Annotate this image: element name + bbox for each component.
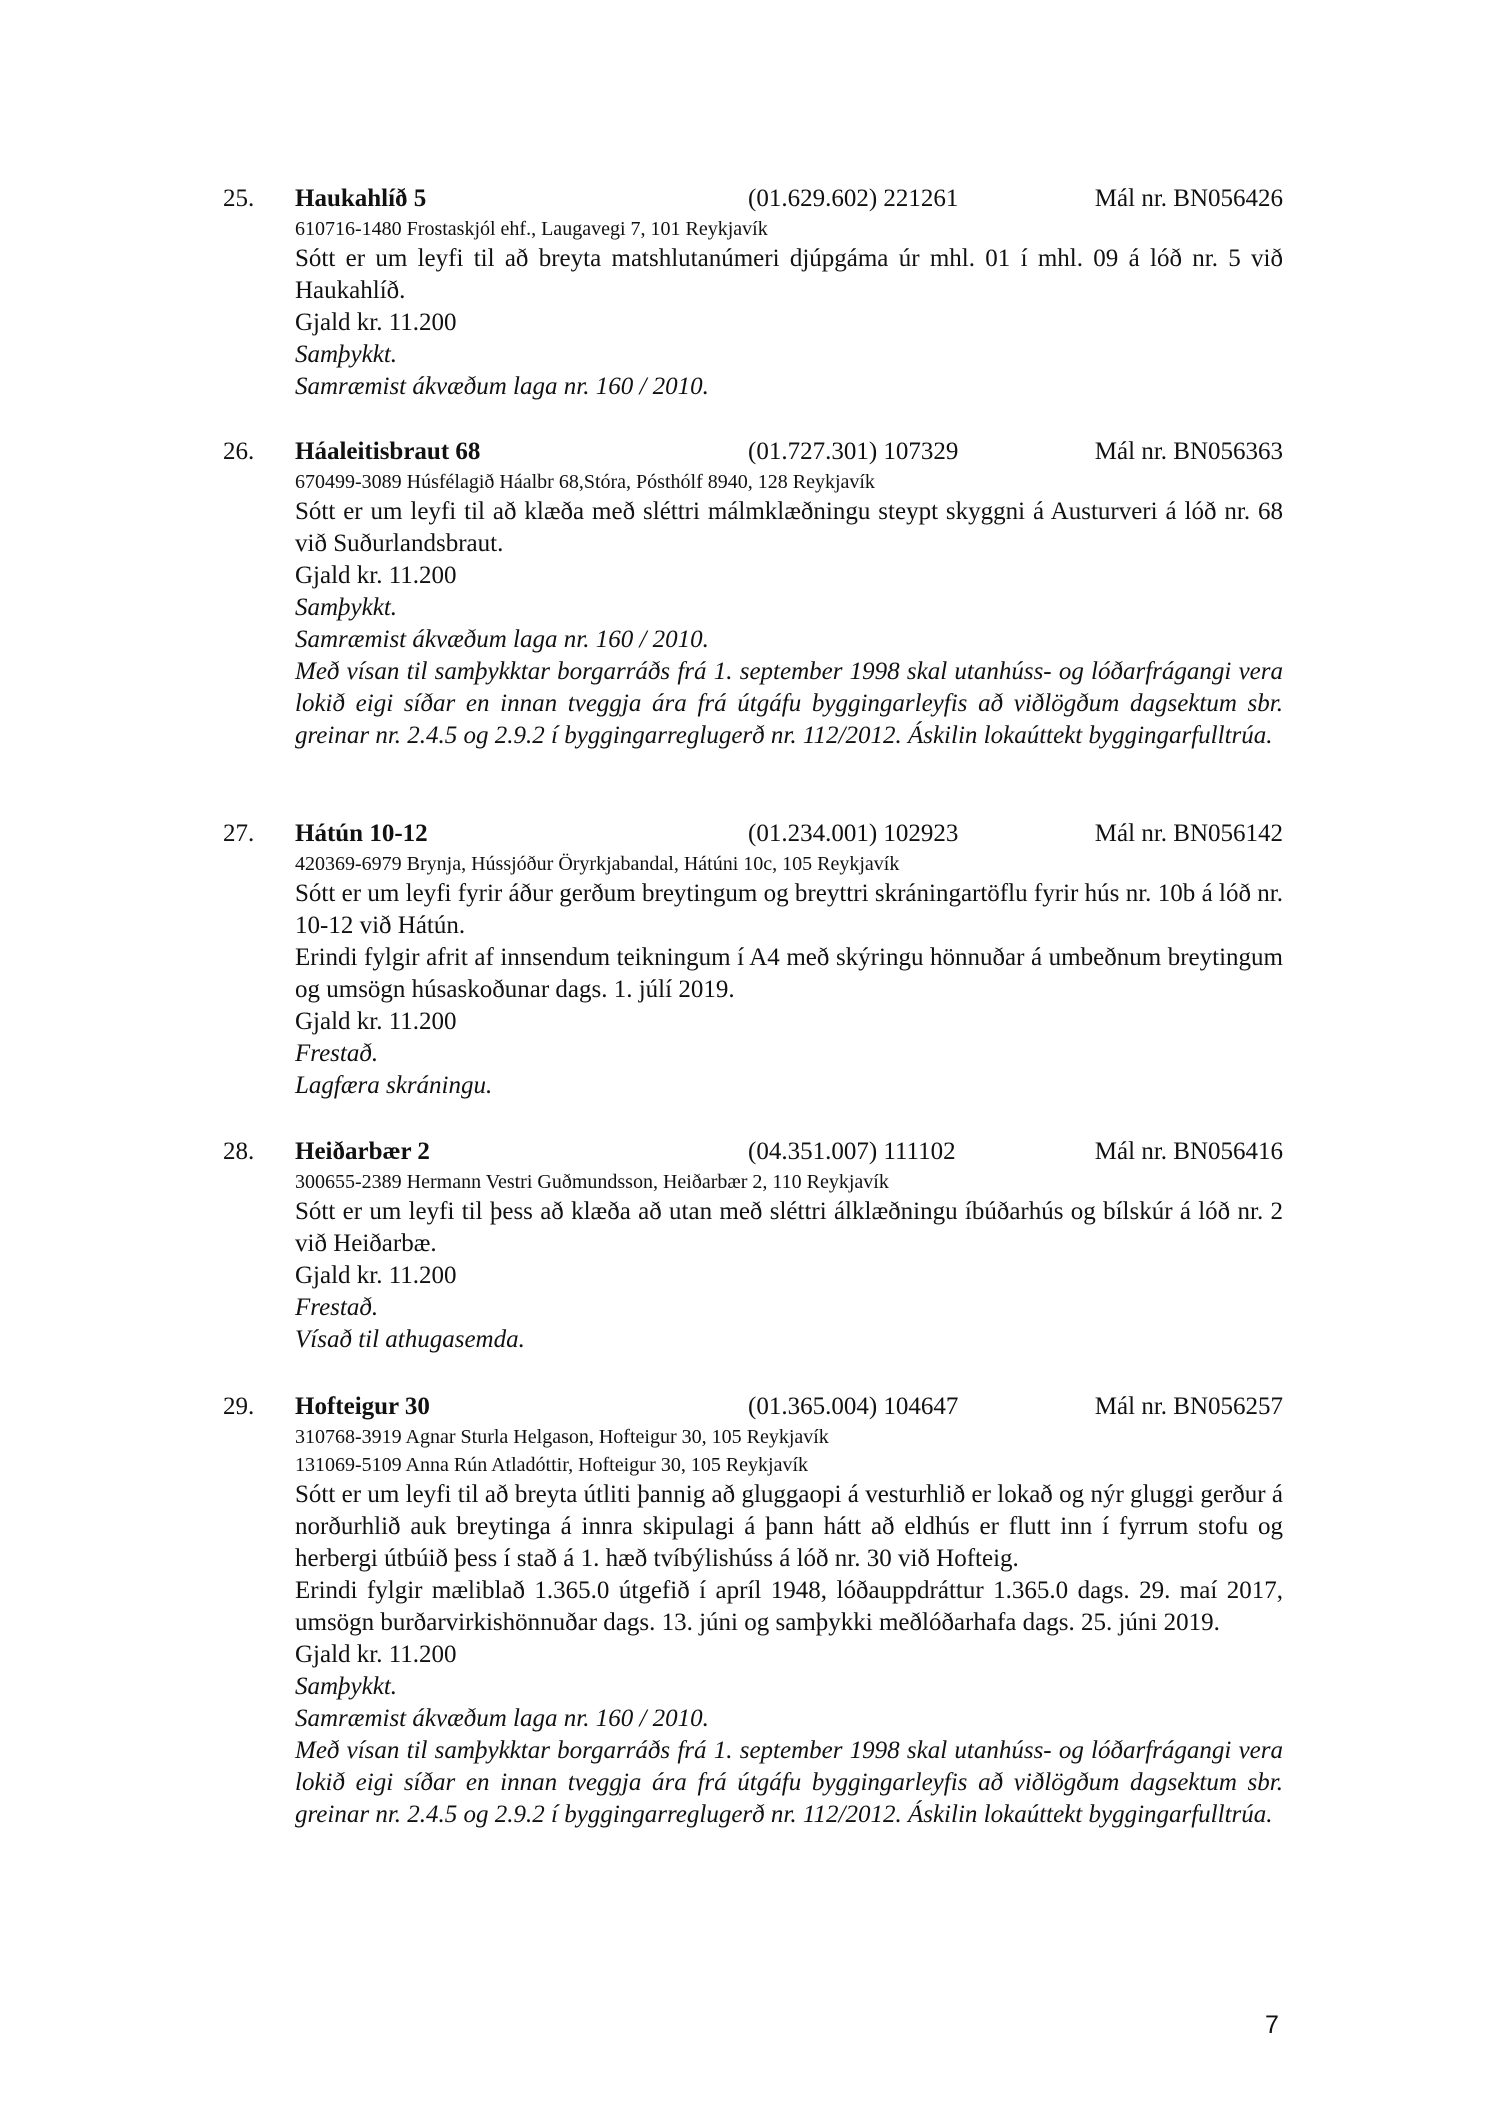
entry-number: 28. <box>223 1138 255 1165</box>
entry-header <box>223 436 1283 468</box>
application-description: Sótt er um leyfi til að klæða með sléttri málmklæðningu steypt skyggni á Austurveri á lóð nr. 68 við Suðurlandsbraut. <box>295 498 1283 557</box>
applicant-line: 310768-3919 Agnar Sturla Helgason, Hofteigur 30, 105 Reykjavík <box>295 1426 829 1448</box>
entry-lot-number: (01.727.301) 107329 <box>748 438 959 465</box>
decision-note: Samræmist ákvæðum laga nr. 160 / 2010. <box>295 1705 709 1732</box>
fee-line: Gjald kr. 11.200 <box>295 1008 457 1035</box>
decision-note: Með vísan til samþykktar borgarráðs frá 1. september 1998 skal utanhúss- og lóðarfrágangi vera lokið eigi síðar en innan tveggja ára frá útgáfu byggingarleyfis að viðlögðum dagsektum sbr. greinar nr. 2.4.5 og 2.9.2 í byggingarreglugerð nr. 112/2012. Áskilin lokaúttekt byggingarfulltrúa. <box>295 658 1283 749</box>
entry-lot-number: (01.365.004) 104647 <box>748 1393 959 1420</box>
entry-case-number: Mál nr. BN056142 <box>1094 820 1283 847</box>
entry-number: 25. <box>223 185 255 212</box>
entry-case-number: Mál nr. BN056416 <box>1094 1138 1283 1165</box>
decision-note: Með vísan til samþykktar borgarráðs frá 1. september 1998 skal utanhúss- og lóðarfrágangi vera lokið eigi síðar en innan tveggja ára frá útgáfu byggingarleyfis að viðlögðum dagsektum sbr. greinar nr. 2.4.5 og 2.9.2 í byggingarreglugerð nr. 112/2012. Áskilin lokaúttekt byggingarfulltrúa. <box>295 1737 1283 1828</box>
entry-lot-number: (01.234.001) 102923 <box>748 820 959 847</box>
entry-case-number: Mál nr. BN056426 <box>1094 185 1283 212</box>
entry-address: Hofteigur 30 <box>295 1393 430 1420</box>
applicant-line: 131069-5109 Anna Rún Atladóttir, Hofteigur 30, 105 Reykjavík <box>295 1454 809 1476</box>
case-entry <box>223 1136 1283 1356</box>
entry-header <box>223 183 1283 215</box>
entry-header <box>223 1136 1283 1168</box>
fee-line: Gjald kr. 11.200 <box>295 562 457 589</box>
attachment-note: Erindi fylgir mæliblað 1.365.0 útgefið í apríl 1948, lóðauppdráttur 1.365.0 dags. 29. maí 2017, umsögn burðarvirkishönnuðar dags. 13. júni og samþykki meðlóðarhafa dags. 25. júni 2019. <box>295 1577 1283 1636</box>
entry-address: Háaleitisbraut 68 <box>295 438 481 465</box>
decision-note: Lagfæra skráningu. <box>295 1072 493 1099</box>
decision-note: Samræmist ákvæðum laga nr. 160 / 2010. <box>295 626 709 653</box>
case-entry <box>223 1391 1283 1831</box>
entry-header <box>223 1391 1283 1423</box>
case-entry <box>223 818 1283 1102</box>
entry-number: 26. <box>223 438 255 465</box>
application-description: Sótt er um leyfi fyrir áður gerðum breytingum og breyttri skráningartöflu fyrir hús nr. 10b á lóð nr. 10-12 við Hátún. <box>295 880 1283 939</box>
case-entry <box>223 183 1283 403</box>
decision-line: Samþykkt. <box>295 1673 398 1700</box>
decision-line: Frestað. <box>295 1294 379 1321</box>
entry-number: 27. <box>223 820 255 847</box>
entry-lot-number: (04.351.007) 111102 <box>748 1138 956 1165</box>
decision-note: Samræmist ákvæðum laga nr. 160 / 2010. <box>295 373 709 400</box>
page-number: 7 <box>1265 2011 1279 2039</box>
attachment-note: Erindi fylgir afrit af innsendum teikningum í A4 með skýringu hönnuðar á umbeðnum breytingum og umsögn húsaskoðunar dags. 1. júlí 2019. <box>295 944 1283 1003</box>
entry-case-number: Mál nr. BN056363 <box>1094 438 1283 465</box>
decision-line: Frestað. <box>295 1040 379 1067</box>
fee-line: Gjald kr. 11.200 <box>295 309 457 336</box>
entry-number: 29. <box>223 1393 255 1420</box>
applicant-line: 300655-2389 Hermann Vestri Guðmundsson, Heiðarbær 2, 110 Reykjavík <box>295 1171 889 1193</box>
entry-address: Haukahlíð 5 <box>295 185 427 212</box>
case-entry <box>223 436 1283 752</box>
application-description: Sótt er um leyfi til að breyta útliti þannig að gluggaopi á vesturhlið er lokað og nýr gluggi gerður á norðurhlið auk breytinga á innra skipulagi á þann hátt að eldhús er flutt inn í fyrrum stofu og herbergi útbúið þess í stað á 1. hæð tvíbýlishúss á lóð nr. 30 við Hofteig. <box>295 1481 1283 1572</box>
fee-line: Gjald kr. 11.200 <box>295 1262 457 1289</box>
entry-case-number: Mál nr. BN056257 <box>1094 1393 1283 1420</box>
applicant-line: 610716-1480 Frostaskjól ehf., Laugavegi 7, 101 Reykjavík <box>295 218 768 240</box>
decision-line: Samþykkt. <box>295 341 398 368</box>
fee-line: Gjald kr. 11.200 <box>295 1641 457 1668</box>
application-description: Sótt er um leyfi til að breyta matshlutanúmeri djúpgáma úr mhl. 01 í mhl. 09 á lóð nr. 5 við Haukahlíð. <box>295 245 1283 304</box>
applicant-line: 420369-6979 Brynja, Hússjóður Öryrkjabandal, Hátúni 10c, 105 Reykjavík <box>295 853 900 875</box>
entry-lot-number: (01.629.602) 221261 <box>748 185 959 212</box>
applicant-line: 670499-3089 Húsfélagið Háalbr 68,Stóra, Pósthólf 8940, 128 Reykjavík <box>295 471 875 493</box>
decision-note: Vísað til athugasemda. <box>295 1326 525 1353</box>
entry-header <box>223 818 1283 850</box>
application-description: Sótt er um leyfi til þess að klæða að utan með sléttri álklæðningu íbúðarhús og bílskúr á lóð nr. 2 við Heiðarbæ. <box>295 1198 1283 1257</box>
decision-line: Samþykkt. <box>295 594 398 621</box>
entry-address: Heiðarbær 2 <box>295 1138 430 1165</box>
entry-address: Hátún 10-12 <box>295 820 428 847</box>
